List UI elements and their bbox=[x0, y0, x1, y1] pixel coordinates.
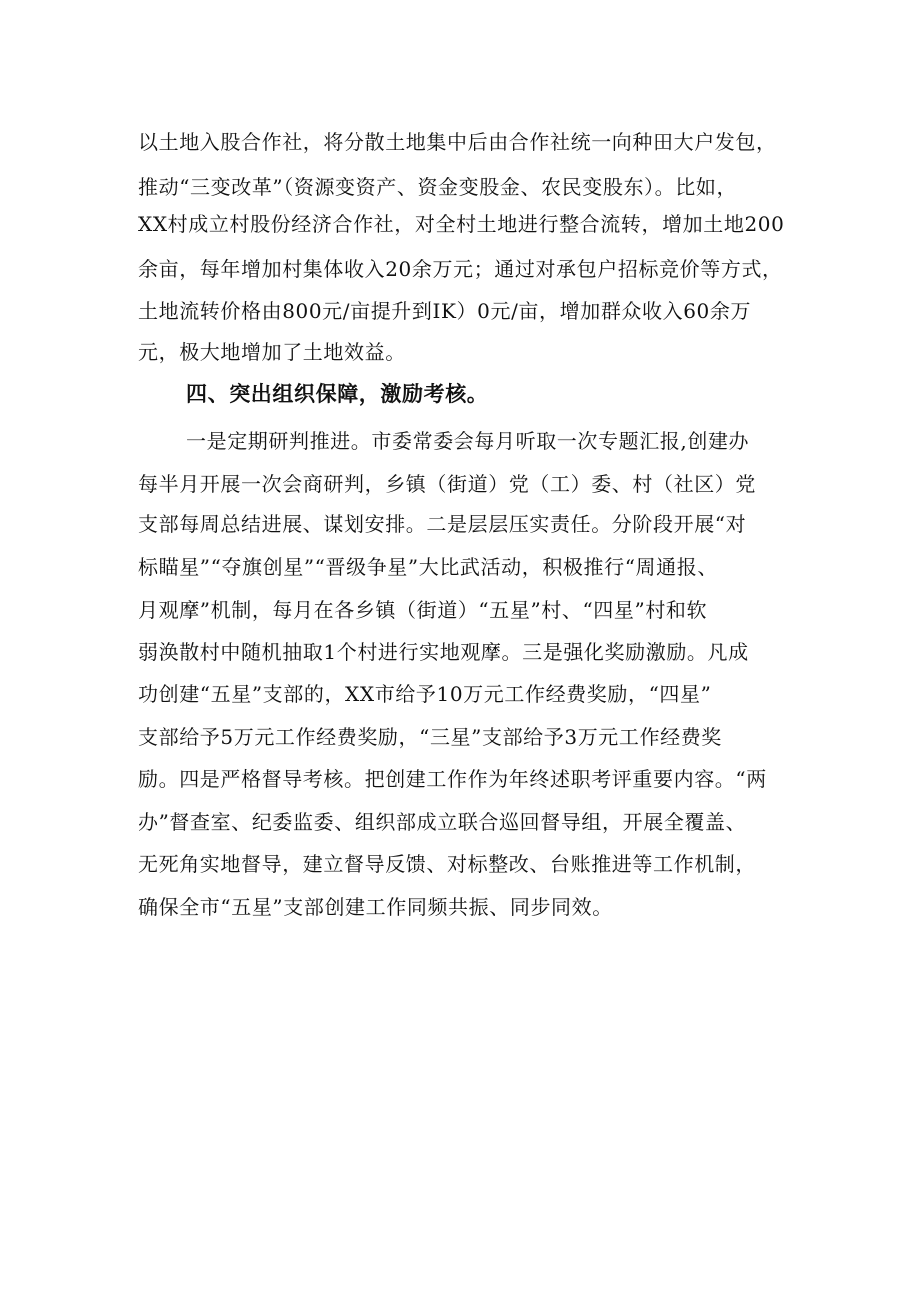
paragraph-2-line-4: 标瞄星”“夺旗创星”“晋级争星”大比武活动，积极推行“周通报、 bbox=[138, 555, 718, 579]
paragraph-2-line-8: 支部给予5万元工作经费奖励，“三星”支部给予3万元工作经费奖 bbox=[138, 725, 722, 749]
paragraph-2-line-11: 无死角实地督导，建立督导反馈、对标整改、台账推进等工作机制， bbox=[138, 852, 756, 876]
paragraph-2-line-12: 确保全市“五星”支部创建工作同频共振、同步同效。 bbox=[138, 895, 613, 919]
paragraph-1-line-4: 余亩，每年增加村集体收入20余万元；通过对承包户招标竞价等方式， bbox=[138, 257, 783, 281]
paragraph-2-line-5: 月观摩”机制，每月在各乡镇（街道）“五星”村、“四星”村和软 bbox=[138, 598, 708, 622]
paragraph-2-line-9: 励。四是严格督导考核。把创建工作作为年终述职考评重要内容。“两 bbox=[138, 767, 767, 791]
section-heading: 四、突出组织保障，激励考核。 bbox=[186, 382, 489, 406]
paragraph-2-line-3: 支部每周总结进展、谋划安排。二是层层压实责任。分阶段开展“对 bbox=[138, 512, 747, 536]
paragraph-1-line-6: 元，极大地增加了土地效益。 bbox=[138, 340, 406, 364]
paragraph-2-line-1: 一是定期研判推进。市委常委会每月听取一次专题汇报,创建办 bbox=[186, 429, 750, 453]
paragraph-1-line-1: 以土地入股合作社，将分散土地集中后由合作社统一向种田大户发包， bbox=[138, 130, 777, 154]
paragraph-1-line-2: 推动“三变改革”（资源变资产、资金变股金、农民变股东）。比如， bbox=[138, 175, 738, 199]
paragraph-2-line-10: 办”督查室、纪委监委、组织部成立联合巡回督导组，开展全覆盖、 bbox=[138, 810, 747, 834]
paragraph-1-line-5: 土地流转价格由800元/亩提升到IK）0元/亩，增加群众收入60余万 bbox=[138, 299, 752, 323]
paragraph-2-line-2: 每半月开展一次会商研判，乡镇（街道）党（工）委、村（社区）党 bbox=[138, 472, 756, 496]
paragraph-1-line-3: XX村成立村股份经济合作社，对全村土地进行整合流转，增加土地200 bbox=[138, 212, 785, 236]
paragraph-2-line-6: 弱涣散村中随机抽取1个村进行实地观摩。三是强化奖励激励。凡成 bbox=[138, 640, 749, 664]
paragraph-2-line-7: 功创建“五星”支部的，XX市给予10万元工作经费奖励，“四星” bbox=[138, 682, 712, 706]
